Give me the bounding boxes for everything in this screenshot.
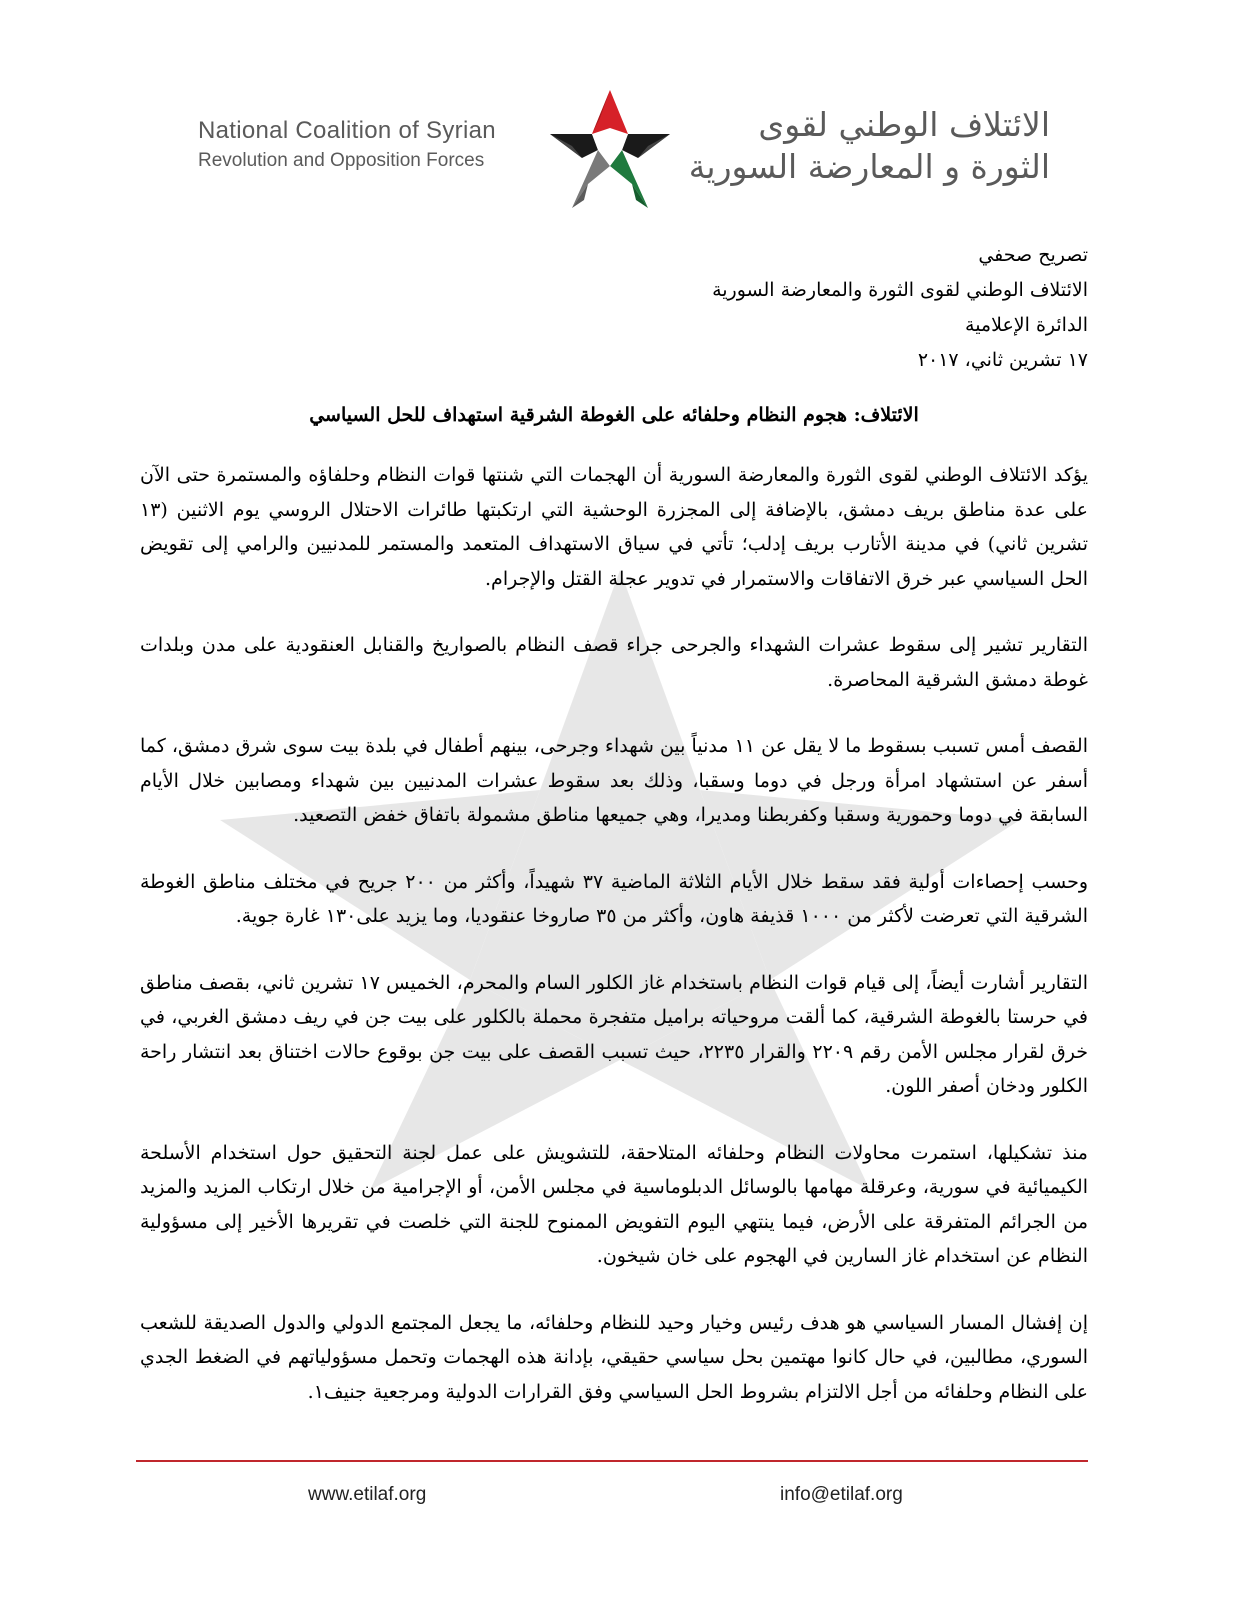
press-release-body xyxy=(140,458,1088,1441)
doc-type: تصريح صحفي xyxy=(978,244,1088,266)
paragraph: منذ تشكيلها، استمرت محاولات النظام وحلفائه المتلاحقة، للتشويش على عمل لجنة التحقيق حول استخدام الأسلحة الكيميائية في سورية، وعرقلة مهامها بالوسائل الدبلوماسية في مجلس الأمن، أو الإجرامية من خلال ارتكاب المزيد والمزيد من الجرائم المتفرقة على الأرض، فيما ينتهي اليوم التفويض الممنوح للجنة التي خلصت في تقريرها الأخير إلى مسؤولية النظام عن استخدام غاز السارين في الهجوم على خان شيخون. xyxy=(140,1141,1088,1267)
paragraph: إن إفشال المسار السياسي هو هدف رئيس وخيار وحيد للنظام وحلفائه، ما يجعل المجتمع الدولي والدول الصديقة للشعب السوري، مطالبين، في حال كانوا مهتمين بحل سياسي حقيقي، بإدانة هذه الهجمات وتحمل مسؤولياتهم في الضغط الجدي على النظام وحلفائه من أجل الالتزام بشروط الحل السياسي وفق القرارات الدولية ومرجعية جنيف١. xyxy=(140,1311,1088,1403)
department: الدائرة الإعلامية xyxy=(965,314,1088,336)
paragraph: يؤكد الائتلاف الوطني لقوى الثورة والمعارضة السورية أن الهجمات التي شنتها قوات النظام وحلفاؤه والمستمرة حتى الآن على عدة مناطق بريف دمشق، بالإضافة إلى المجزرة الوحشية التي ارتكبتها طائرات الاحتلال الروسي يوم الاثنين (١٣ تشرين ثاني) في مدينة الأتارب بريف إدلب؛ تأتي في سياق الاستهداف المتعمد والمستمر للمدنيين والرامي إلى تقويض الحل السياسي عبر خرق الاتفاقات والاستمرار في تدوير عجلة القتل والإجرام. xyxy=(140,464,1088,590)
paragraph: القصف أمس تسبب بسقوط ما لا يقل عن ١١ مدنياً بين شهداء وجرحى، بينهم أطفال في بلدة بيت سوى شرق دمشق، كما أسفر عن استشهاد امرأة ورجل في دوما وسقبا، وذلك بعد سقوط عشرات المدنيين بين شهداء ومصابين خلال الأيام السابقة في دوما وحمورية وسقبا وكفربطنا ومديرا، وهي جميعها مناطق مشمولة باتفاق خفض التصعيد. xyxy=(140,735,1088,826)
footer-divider xyxy=(136,1460,1088,1462)
footer-website-link[interactable]: www.etilaf.org xyxy=(308,1484,427,1505)
paragraph: التقارير تشير إلى سقوط عشرات الشهداء والجرحى جراء قصف النظام بالصواريخ والقنابل العنقودية على مدن وبلدات غوطة دمشق الشرقية المحاصرة. xyxy=(140,634,1088,691)
org-name-ar-line2: الثورة و المعارضة السورية xyxy=(688,147,1050,186)
paragraph: وحسب إحصاءات أولية فقد سقط خلال الأيام الثلاثة الماضية ٣٧ شهيداً، وأكثر من ٢٠٠ جريح في مختلف مناطق الغوطة الشرقية التي تعرضت لأكثر من ١٠٠٠ قذيفة هاون، وأكثر من ٣٥ صاروخا عنقوديا، وما يزيد على١٣٠ غارة جوية. xyxy=(140,870,1088,927)
letterhead xyxy=(0,40,1244,190)
coalition-star-logo-icon xyxy=(548,88,672,212)
org-name-en-line1: National Coalition of Syrian xyxy=(198,117,496,144)
org-name-arabic xyxy=(690,104,1050,188)
org-name-en-line2: Revolution and Opposition Forces xyxy=(198,150,485,171)
paragraph: التقارير أشارت أيضاً، إلى قيام قوات النظام باستخدام غاز الكلور السام والمحرم، الخميس ١٧ تشرين ثاني، بقصف مناطق في حرستا بالغوطة الشرقية، كما ألقت مروحياته براميل متفجرة محملة بالكلور على بيت جن في ريف دمشق الغربي، في خرق لقرار مجلس الأمن رقم ٢٢٠٩ والقرار ٢٢٣٥، حيث تسبب القصف على بيت جن بوقوع حالات اختناق بعد انتشار راحة الكلور ودخان أصفر اللون. xyxy=(140,971,1088,1097)
press-release-title: الائتلاف: هجوم النظام وحلفائه على الغوطة الشرقية استهداف للحل السياسي xyxy=(309,404,919,426)
org-name-ar-line1: الائتلاف الوطني لقوى xyxy=(758,105,1050,144)
issuer: الائتلاف الوطني لقوى الثورة والمعارضة السورية xyxy=(712,279,1088,301)
release-date: ١٧ تشرين ثاني، ٢٠١٧ xyxy=(917,349,1088,371)
footer-email-link[interactable]: info@etilaf.org xyxy=(780,1484,903,1505)
press-release-meta xyxy=(488,238,1088,378)
org-name-english xyxy=(198,116,538,176)
